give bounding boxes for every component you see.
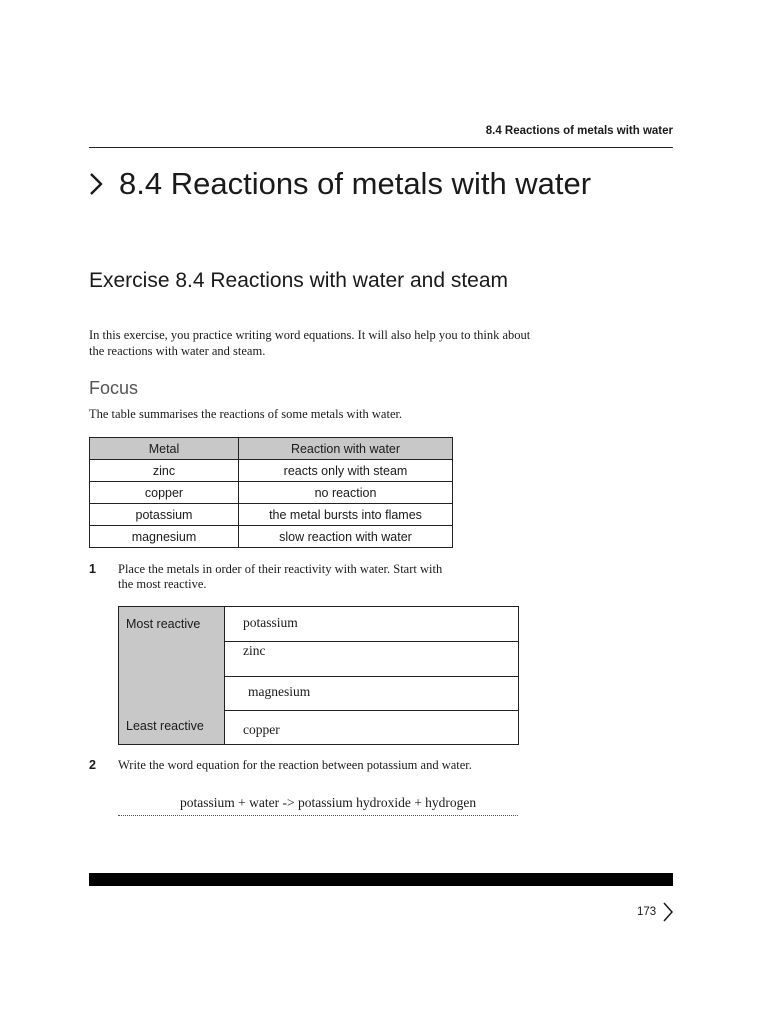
table-header-row (90, 438, 453, 460)
table-cell: potassium (90, 504, 239, 526)
question-number: 2 (89, 758, 96, 772)
column-header: Metal (90, 438, 239, 460)
question-text: Write the word equation for the reaction between potassium and water. (118, 758, 472, 772)
answer-line (118, 815, 518, 816)
table-cell: the metal bursts into flames (239, 504, 453, 526)
page-number: 173 (637, 906, 657, 918)
running-head: 8.4 Reactions of metals with water (485, 125, 673, 137)
answer-text: potassium (243, 615, 298, 630)
answer-text: copper (243, 722, 280, 737)
exercise-title: Exercise 8.4 Reactions with water and steam (89, 269, 509, 292)
most-reactive-label: Most reactive (126, 617, 201, 631)
focus-heading: Focus (89, 378, 139, 398)
question-number: 1 (89, 562, 96, 576)
table-cell: magnesium (90, 526, 239, 548)
table-row (90, 482, 453, 504)
answer-row[interactable] (225, 711, 518, 744)
chevron-right-icon[interactable] (662, 902, 674, 922)
least-reactive-label: Least reactive (126, 719, 204, 733)
word-equation-answer[interactable]: potassium + water -> potassium hydroxide + hydrogen (180, 795, 477, 810)
table-row (90, 504, 453, 526)
reactivity-order-box (118, 606, 519, 745)
table-cell: reacts only with steam (239, 460, 453, 482)
table-cell: zinc (90, 460, 239, 482)
reactivity-label-column (119, 607, 225, 744)
footer-bar (89, 873, 673, 886)
answer-row[interactable] (225, 607, 518, 642)
answer-text: zinc (243, 643, 266, 658)
answer-row[interactable] (225, 677, 518, 711)
table-row (90, 526, 453, 548)
table-cell: no reaction (239, 482, 453, 504)
table-cell: copper (90, 482, 239, 504)
table-cell: slow reaction with water (239, 526, 453, 548)
chapter-title: 8.4 Reactions of metals with water (119, 166, 592, 201)
question-text: Place the metals in order of their reactivity with water. Start with the most reactive. (118, 562, 443, 591)
column-header: Reaction with water (239, 438, 453, 460)
answer-text: magnesium (248, 684, 311, 699)
table-row (90, 460, 453, 482)
header-rule (89, 147, 673, 148)
reactions-table (89, 437, 453, 548)
focus-text: The table summarises the reactions of some metals with water. (89, 407, 403, 421)
intro-text: In this exercise, you practice writing word equations. It will also help you to think about the reactions with water and steam. (89, 328, 531, 358)
answer-row[interactable] (225, 642, 518, 677)
